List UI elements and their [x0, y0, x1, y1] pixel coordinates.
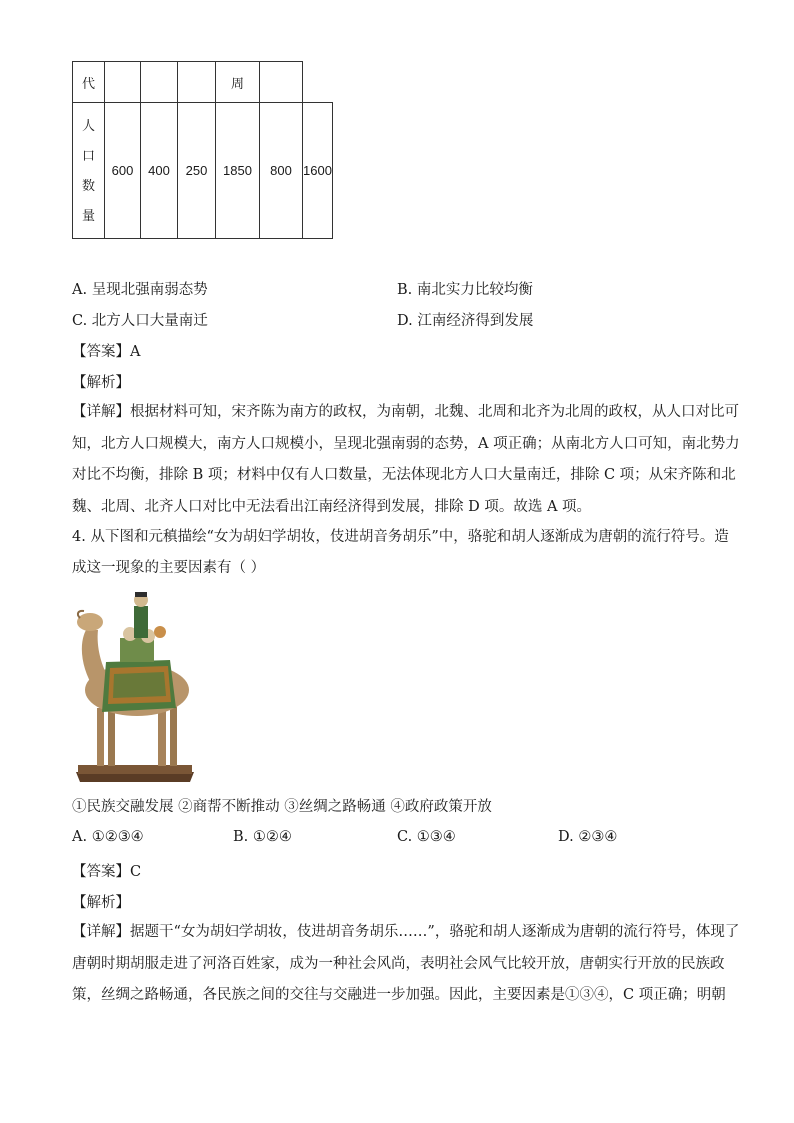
table-header-cell [260, 62, 303, 103]
table-header-cell [141, 62, 178, 103]
table-cell-value: 1850 [216, 103, 260, 239]
row-label-char: 数 [81, 177, 95, 193]
q4-option-b: B. ①②④ [233, 829, 292, 845]
q3-analysis-label: 【解析】 [72, 375, 130, 391]
table-cell-value: 400 [141, 103, 178, 239]
table-header-cell [105, 62, 141, 103]
stem-line: 4. 从下图和元稹描绘“女为胡妇学胡妆，伎进胡音务胡乐”中，骆驼和胡人逐渐成为唐朝的流行符号。造 [72, 529, 729, 545]
table-header-cell: 代 [73, 62, 105, 103]
q3-option-d: D. 江南经济得到发展 [397, 313, 534, 329]
table-cell-value: 800 [260, 103, 303, 239]
tang-sancai-camel-figurine [72, 590, 198, 784]
answer-value: C [130, 864, 142, 880]
table-cell-value: 250 [178, 103, 216, 239]
table-cell-value: 1600 [303, 103, 333, 239]
detail-line: 对比不均衡，排除 B 项；材料中仅有人口数量，无法体现北方人口大量南迁，排除 C 项；从宋齐陈和北 [72, 467, 736, 483]
population-table [72, 61, 333, 239]
table-header-row [73, 62, 333, 103]
q3-answer [72, 340, 140, 361]
table-header-cell: 周 [216, 62, 260, 103]
stem-line: 成这一现象的主要因素有（ ） [72, 560, 266, 576]
row-label-char: 量 [81, 207, 95, 223]
answer-label: 【答案】 [72, 864, 130, 880]
q3-option-b: B. 南北实力比较均衡 [397, 282, 533, 298]
detail-line: 策，丝绸之路畅通，各民族之间的交往与交融进一步加强。因此，主要因素是①③④，C 项正确；明朝 [72, 987, 726, 1003]
row-label-char: 口 [81, 147, 95, 163]
q4-analysis-label: 【解析】 [72, 895, 130, 911]
detail-line: 唐朝时期胡服走进了河洛百姓家，成为一种社会风尚，表明社会风气比较开放，唐朝实行开放的民族政 [72, 955, 725, 972]
table-cell-value: 600 [105, 103, 141, 239]
detail-line: 【详解】根据材料可知，宋齐陈为南方的政权，为南朝，北魏、北周和北齐为北周的政权，从人口对比可 [72, 404, 739, 420]
answer-value: A [130, 344, 141, 360]
detail-line: 魏、北周、北齐人口对比中无法看出江南经济得到发展，排除 D 项。故选 A 项。 [72, 498, 592, 515]
row-label-population [73, 103, 105, 239]
q4-option-d: D. ②③④ [558, 829, 618, 845]
q4-option-a: A. ①②③④ [72, 829, 144, 845]
q4-option-c: C. ①③④ [397, 829, 456, 845]
q3-option-c: C. 北方人口大量南迁 [72, 313, 208, 329]
q3-detail [72, 402, 740, 528]
table-header-cell [178, 62, 216, 103]
q4-detail [72, 922, 739, 1017]
q4-factors: ①民族交融发展 ②商帮不断推动 ③丝绸之路畅通 ④政府政策开放 [72, 799, 492, 815]
answer-label: 【答案】 [72, 344, 130, 360]
row-label-char: 人 [81, 117, 95, 133]
q4-answer [72, 860, 141, 881]
q4-stem [72, 527, 729, 589]
table-data-row [73, 103, 333, 239]
detail-line: 【详解】据题干“女为胡妇学胡妆，伎进胡音务胡乐……”，骆驼和胡人逐渐成为唐朝的流行符号，体现了 [72, 924, 740, 940]
q3-option-a: A. 呈现北强南弱态势 [72, 282, 208, 298]
detail-line: 知，北方人口规模大，南方人口规模小，呈现北强南弱的态势，A 项正确；从南北方人口可知，南北势力 [72, 435, 740, 452]
